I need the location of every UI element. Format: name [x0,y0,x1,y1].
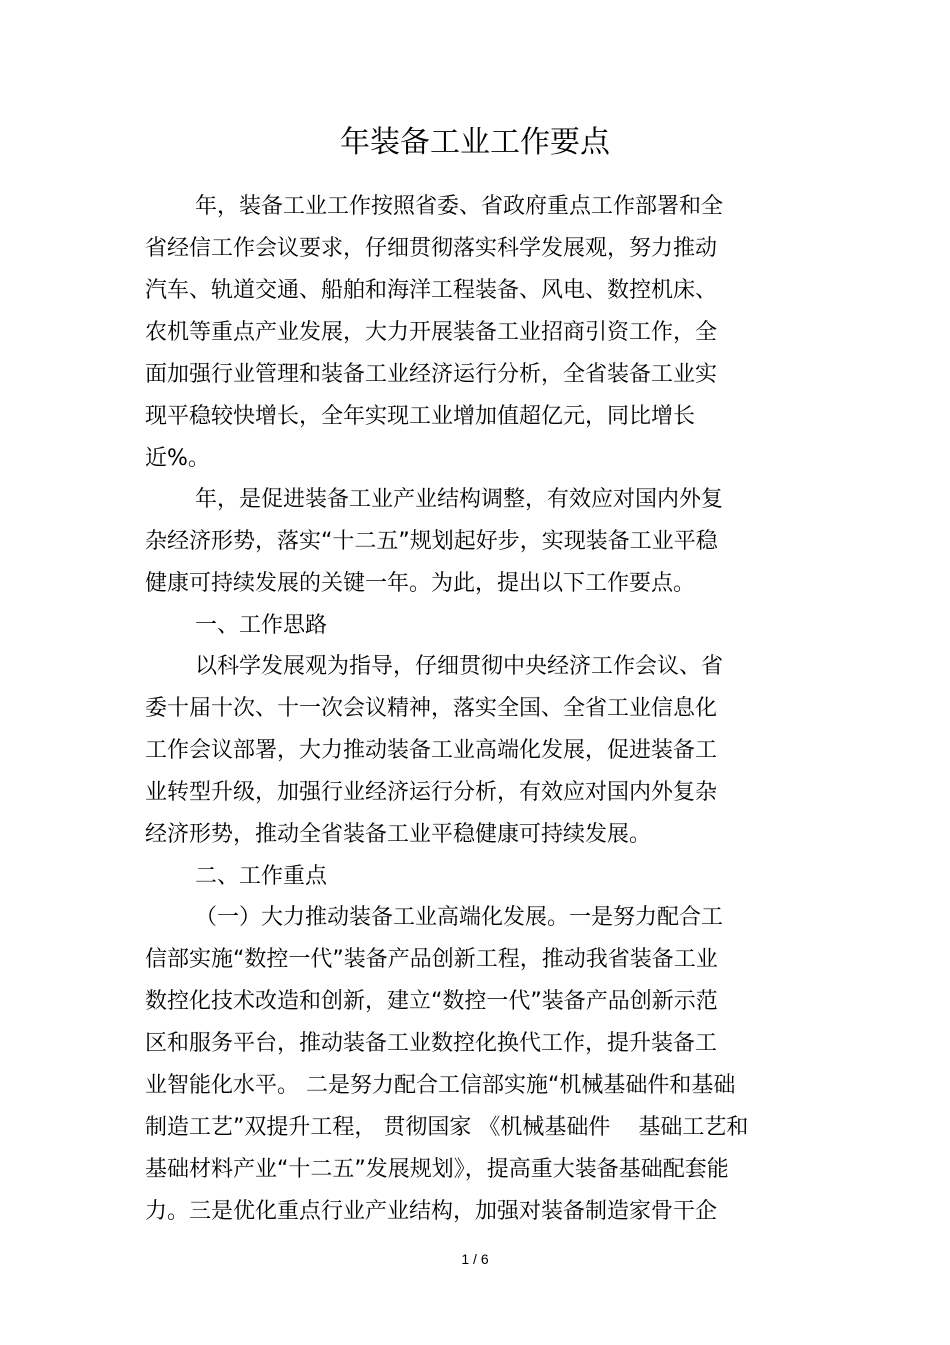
paragraph-line: 信部实施“数控一代”装备产品创新工程，推动我省装备工业 [145,947,718,972]
paragraph-line: 经济形势，推动全省装备工业平稳健康可持续发展。 [145,822,652,847]
paragraph-line: （一）大力推动装备工业高端化发展。一是努力配合工 [195,905,724,930]
paragraph-line: 杂经济形势，落实“十二五”规划起好步，实现装备工业平稳 [145,529,718,554]
paragraph-line: 农机等重点产业发展，大力开展装备工业招商引资工作，全 [145,320,718,345]
section-heading: 一、工作思路 [195,613,328,638]
paragraph-line: 面加强行业管理和装备工业经济运行分析，全省装备工业实 [145,362,718,387]
page-number: 1 / 6 [461,1251,489,1267]
paragraph-line: 力。三是优化重点行业产业结构，加强对装备制造家骨干企 [145,1199,718,1224]
paragraph-line: 近%。 [145,446,210,471]
paragraph-line: 工作会议部署，大力推动装备工业高端化发展，促进装备工 [145,738,718,763]
paragraph-line: 业转型升级，加强行业经济运行分析，有效应对国内外复杂 [145,780,718,805]
paragraph-line: 年，是促进装备工业产业结构调整，有效应对国内外复 [195,487,724,512]
paragraph-line: 以科学发展观为指导，仔细贯彻中央经济工作会议、省 [195,654,724,679]
paragraph-line: 区和服务平台，推动装备工业数控化换代工作，提升装备工 [145,1031,718,1056]
paragraph-line: 制造工艺”双提升工程， 贯彻国家 《机械基础件 基础工艺和 [145,1115,749,1140]
paragraph-line: 委十届十次、十一次会议精神，落实全国、全省工业信息化 [145,696,718,721]
paragraph-line: 现平稳较快增长，全年实现工业增加值超亿元，同比增长 [145,404,696,429]
section-heading: 二、工作重点 [195,864,328,889]
paragraph-line: 基础材料产业“十二五”发展规划》，提高重大装备基础配套能 [145,1157,729,1182]
paragraph-line: 健康可持续发展的关键一年。为此，提出以下工作要点。 [145,571,696,596]
paragraph-line: 数控化技术改造和创新，建立“数控一代”装备产品创新示范 [145,989,718,1014]
paragraph-line: 汽车、轨道交通、船舶和海洋工程装备、风电、数控机床、 [145,278,718,303]
paragraph-line: 业智能化水平。 二是努力配合工信部实施“机械基础件和基础 [145,1073,736,1098]
document-title: 年装备工业工作要点 [340,125,610,160]
paragraph-line: 省经信工作会议要求，仔细贯彻落实科学发展观，努力推动 [145,236,718,261]
paragraph-line: 年，装备工业工作按照省委、省政府重点工作部署和全 [195,194,724,219]
